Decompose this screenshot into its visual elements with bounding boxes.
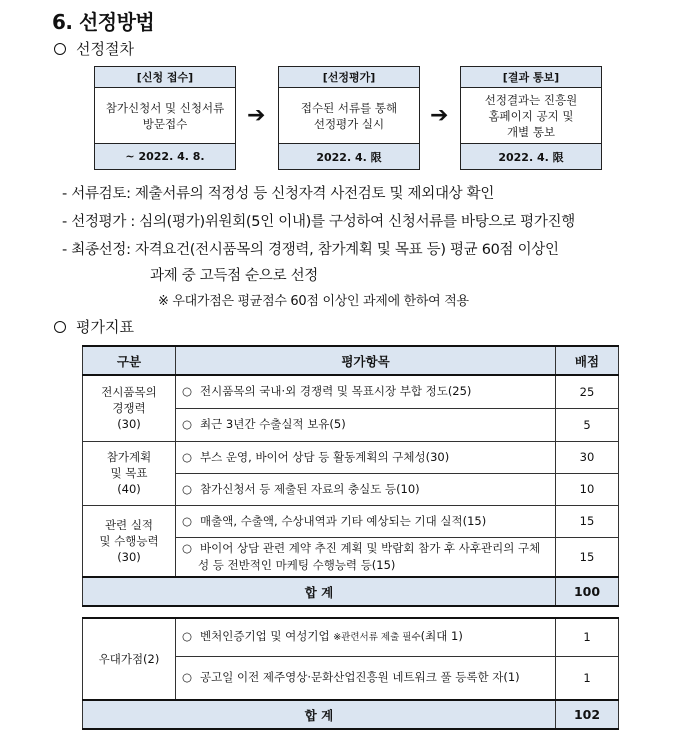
column-header: 평가항목 <box>176 346 556 375</box>
item-cell <box>176 375 556 408</box>
item-cell <box>176 408 556 441</box>
bullet-final-selection-cont: 과제 중 고득점 순으로 선정 <box>150 268 319 284</box>
step-body: 선정결과는 진흥원 홈페이지 공지 및 개별 통보 <box>484 92 578 139</box>
table-row <box>83 618 619 656</box>
category-cell: 관련 실적 및 수행능력 (30) <box>83 505 176 577</box>
procedure-heading <box>48 38 134 59</box>
score-cell: 1 <box>556 618 619 656</box>
item-cell <box>176 656 556 700</box>
section-title: 6. 선정방법 <box>52 10 155 34</box>
step-box-result <box>460 66 602 170</box>
circle-marker-icon: ○ <box>182 540 193 555</box>
score-cell: 25 <box>556 375 619 408</box>
step-header: [선정평가] <box>279 67 419 88</box>
step-date: 2022. 4. 限 <box>279 143 419 169</box>
procedure-heading-text: 선정절차 <box>76 40 134 58</box>
step-date: 2022. 4. 限 <box>461 143 601 169</box>
circle-bullet-icon <box>54 321 66 333</box>
item-text: 공고일 이전 제주영상·문화산업진흥원 네트워크 풀 등록한 자(1) <box>200 670 520 685</box>
step-box-evaluation <box>278 66 420 170</box>
item-text: 벤처인증기업 및 여성기업 <box>200 629 330 644</box>
score-cell: 10 <box>556 473 619 505</box>
table-row <box>83 505 619 537</box>
item-cell <box>176 441 556 473</box>
table-header-row <box>83 346 619 375</box>
spacer-cell <box>83 606 619 618</box>
bonus-note: ※ 우대가점은 평균점수 60점 이상인 과제에 한하여 적용 <box>158 294 469 309</box>
right-arrow-icon: ➔ <box>430 103 449 128</box>
criteria-table <box>82 345 619 730</box>
total-row <box>83 700 619 729</box>
step-header: [신청 접수] <box>95 67 235 88</box>
table-row <box>83 441 619 473</box>
circle-marker-icon: ○ <box>182 481 193 496</box>
step-header: [결과 통보] <box>461 67 601 88</box>
item-text: 바이어 상담 관련 계약 추진 계획 및 박람회 참가 후 사후관리의 구체성 등 전반적인 마케팅 수행능력 등(15) <box>198 540 541 572</box>
circle-marker-icon: ○ <box>182 449 193 464</box>
item-text: 최근 3년간 수출실적 보유(5) <box>200 417 346 431</box>
column-header: 배점 <box>556 346 619 375</box>
total-label: 합 계 <box>83 700 556 729</box>
item-text: 부스 운영, 바이어 상담 등 활동계획의 구체성(30) <box>200 449 450 464</box>
circle-marker-icon: ○ <box>182 629 193 644</box>
total-row <box>83 577 619 606</box>
circle-marker-icon: ○ <box>182 417 193 431</box>
table-spacer <box>83 606 619 618</box>
item-text: 참가신청서 등 제출된 자료의 충실도 등(10) <box>200 481 420 496</box>
item-cell <box>176 618 556 656</box>
criteria-heading <box>48 316 134 337</box>
item-text: 전시품목의 국내·외 경쟁력 및 목표시장 부합 정도(25) <box>200 384 472 399</box>
category-cell: 참가계획 및 목표 (40) <box>83 441 176 505</box>
criteria-heading-text: 평가지표 <box>76 318 134 336</box>
score-cell: 5 <box>556 408 619 441</box>
score-cell: 15 <box>556 537 619 577</box>
item-note: ※관련서류 제출 필수 <box>333 632 421 644</box>
total-label: 합 계 <box>83 577 556 606</box>
column-header: 구분 <box>83 346 176 375</box>
item-cell <box>176 505 556 537</box>
step-date: ~ 2022. 4. 8. <box>95 143 235 169</box>
item-suffix: (최대 1) <box>420 629 463 644</box>
total-score: 100 <box>556 577 619 606</box>
category-cell: 전시품목의 경쟁력 (30) <box>83 375 176 441</box>
item-text: 매출액, 수출액, 수상내역과 기타 예상되는 기대 실적(15) <box>200 513 487 528</box>
circle-marker-icon: ○ <box>182 384 193 399</box>
step-body: 참가신청서 및 신청서류 방문접수 <box>105 100 225 131</box>
step-body: 접수된 서류를 통해 선정평가 실시 <box>300 100 398 131</box>
right-arrow-icon: ➔ <box>247 103 266 128</box>
score-cell: 30 <box>556 441 619 473</box>
score-cell: 1 <box>556 656 619 700</box>
total-score: 102 <box>556 700 619 729</box>
score-cell: 15 <box>556 505 619 537</box>
circle-bullet-icon <box>54 43 66 55</box>
table-row <box>83 375 619 408</box>
item-cell <box>176 473 556 505</box>
circle-marker-icon: ○ <box>182 670 193 685</box>
step-box-application <box>94 66 236 170</box>
bullet-selection-evaluation: - 선정평가 : 심의(평가)위원회(5인 이내)를 구성하여 신청서류를 바탕으로 평가진행 <box>62 214 575 230</box>
category-cell: 우대가점(2) <box>83 618 176 700</box>
bullet-final-selection: - 최종선정: 자격요건(전시품목의 경쟁력, 참가계획 및 목표 등) 평균 60점 이상인 <box>62 242 559 258</box>
circle-marker-icon: ○ <box>182 513 193 528</box>
item-cell <box>176 537 556 577</box>
bullet-document-review: - 서류검토: 제출서류의 적정성 등 신청자격 사전검토 및 제외대상 확인 <box>62 186 495 202</box>
